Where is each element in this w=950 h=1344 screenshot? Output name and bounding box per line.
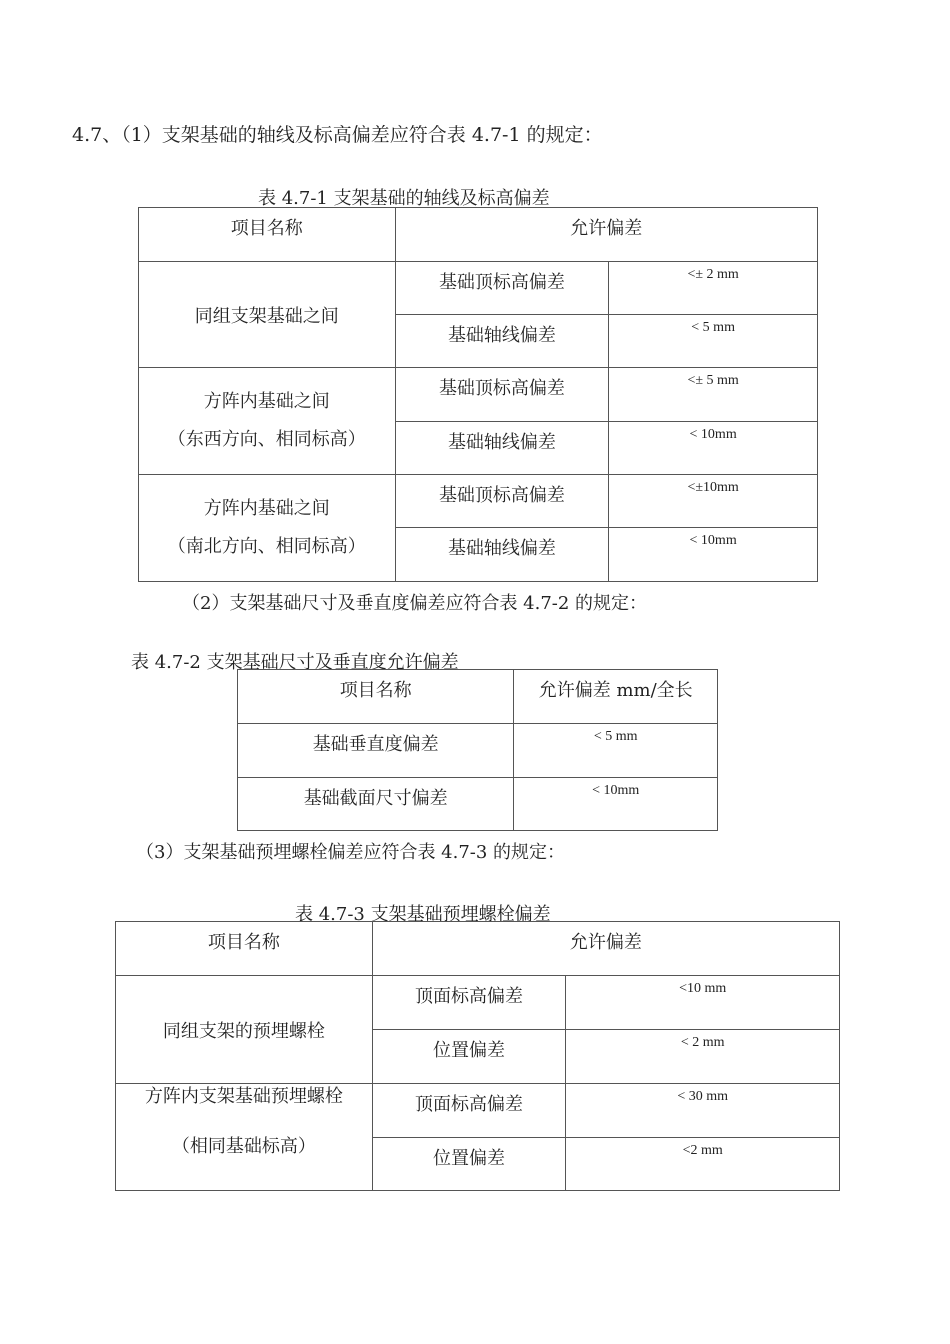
table1-value: <± 2 mm (609, 262, 818, 315)
table1-value: < 10mm (609, 528, 818, 582)
table2-caption: 表 4.7-2 支架基础尺寸及垂直度允许偏差 (131, 652, 459, 673)
table3-group-subname: （相同基础标高） (171, 1136, 316, 1157)
table3-group-name: 方阵内支架基础预埋螺栓 (144, 1086, 343, 1107)
table1-value: < 5 mm (609, 315, 818, 368)
table1-header-row (139, 208, 818, 262)
table3-value: < 30 mm (566, 1084, 840, 1138)
table-row (139, 475, 818, 528)
table-row (116, 976, 840, 1030)
table1-group-name-cell (139, 368, 396, 475)
table1-group-name: 同组支架基础之间 (139, 262, 396, 368)
table1-item: 基础顶标高偏差 (395, 262, 609, 315)
table3-group-name-cell (116, 1084, 373, 1191)
table1-group-name: 方阵内基础之间 (203, 498, 330, 519)
table3-item: 位置偏差 (372, 1138, 566, 1191)
table3-item: 顶面标高偏差 (372, 1084, 566, 1138)
table3-header-row (116, 922, 840, 976)
table3-caption: 表 4.7-3 支架基础预埋螺栓偏差 (295, 904, 551, 925)
table1-group-name: 方阵内基础之间 (203, 391, 330, 412)
table1-caption: 表 4.7-1 支架基础的轴线及标高偏差 (258, 188, 550, 209)
table3-value: < 2 mm (566, 1030, 840, 1084)
table-row (238, 724, 718, 778)
paragraph-3: （3）支架基础预埋螺栓偏差应符合表 4.7-3 的规定： (136, 842, 566, 863)
table3-header-tolerance: 允许偏差 (372, 922, 839, 976)
table3-value: <10 mm (566, 976, 840, 1030)
table2 (237, 669, 718, 831)
table1-item: 基础顶标高偏差 (395, 475, 609, 528)
table1-item: 基础轴线偏差 (395, 422, 609, 475)
table2-item: 基础截面尺寸偏差 (238, 778, 514, 831)
table1-value: <±10mm (609, 475, 818, 528)
table3 (115, 921, 840, 1191)
table1-item: 基础轴线偏差 (395, 315, 609, 368)
table1-value: <± 5 mm (609, 368, 818, 422)
table2-item: 基础垂直度偏差 (238, 724, 514, 778)
table-row (139, 262, 818, 315)
table1-header-name: 项目名称 (139, 208, 396, 262)
table2-value: < 10mm (514, 778, 718, 831)
table3-header-name: 项目名称 (116, 922, 373, 976)
table2-value: < 5 mm (514, 724, 718, 778)
table3-group-name: 同组支架的预埋螺栓 (116, 976, 373, 1084)
paragraph-2: （2）支架基础尺寸及垂直度偏差应符合表 4.7-2 的规定： (182, 593, 648, 614)
table1-value: < 10mm (609, 422, 818, 475)
table1 (138, 207, 818, 582)
table1-header-tolerance: 允许偏差 (395, 208, 817, 262)
table3-item: 顶面标高偏差 (372, 976, 566, 1030)
table-row (238, 778, 718, 831)
table2-header-tolerance: 允许偏差 mm/全长 (514, 670, 718, 724)
table-row (116, 1084, 840, 1138)
table3-value: <2 mm (566, 1138, 840, 1191)
section-heading: 4.7、（1）支架基础的轴线及标高偏差应符合表 4.7-1 的规定： (72, 124, 603, 146)
table-row (139, 368, 818, 422)
table1-item: 基础顶标高偏差 (395, 368, 609, 422)
table3-item: 位置偏差 (372, 1030, 566, 1084)
table1-item: 基础轴线偏差 (395, 528, 609, 582)
table2-header-name: 项目名称 (238, 670, 514, 724)
table1-group-name-cell (139, 475, 396, 582)
table1-group-subname: （东西方向、相同标高） (167, 429, 366, 450)
table1-group-subname: （南北方向、相同标高） (167, 536, 366, 557)
table2-header-row (238, 670, 718, 724)
